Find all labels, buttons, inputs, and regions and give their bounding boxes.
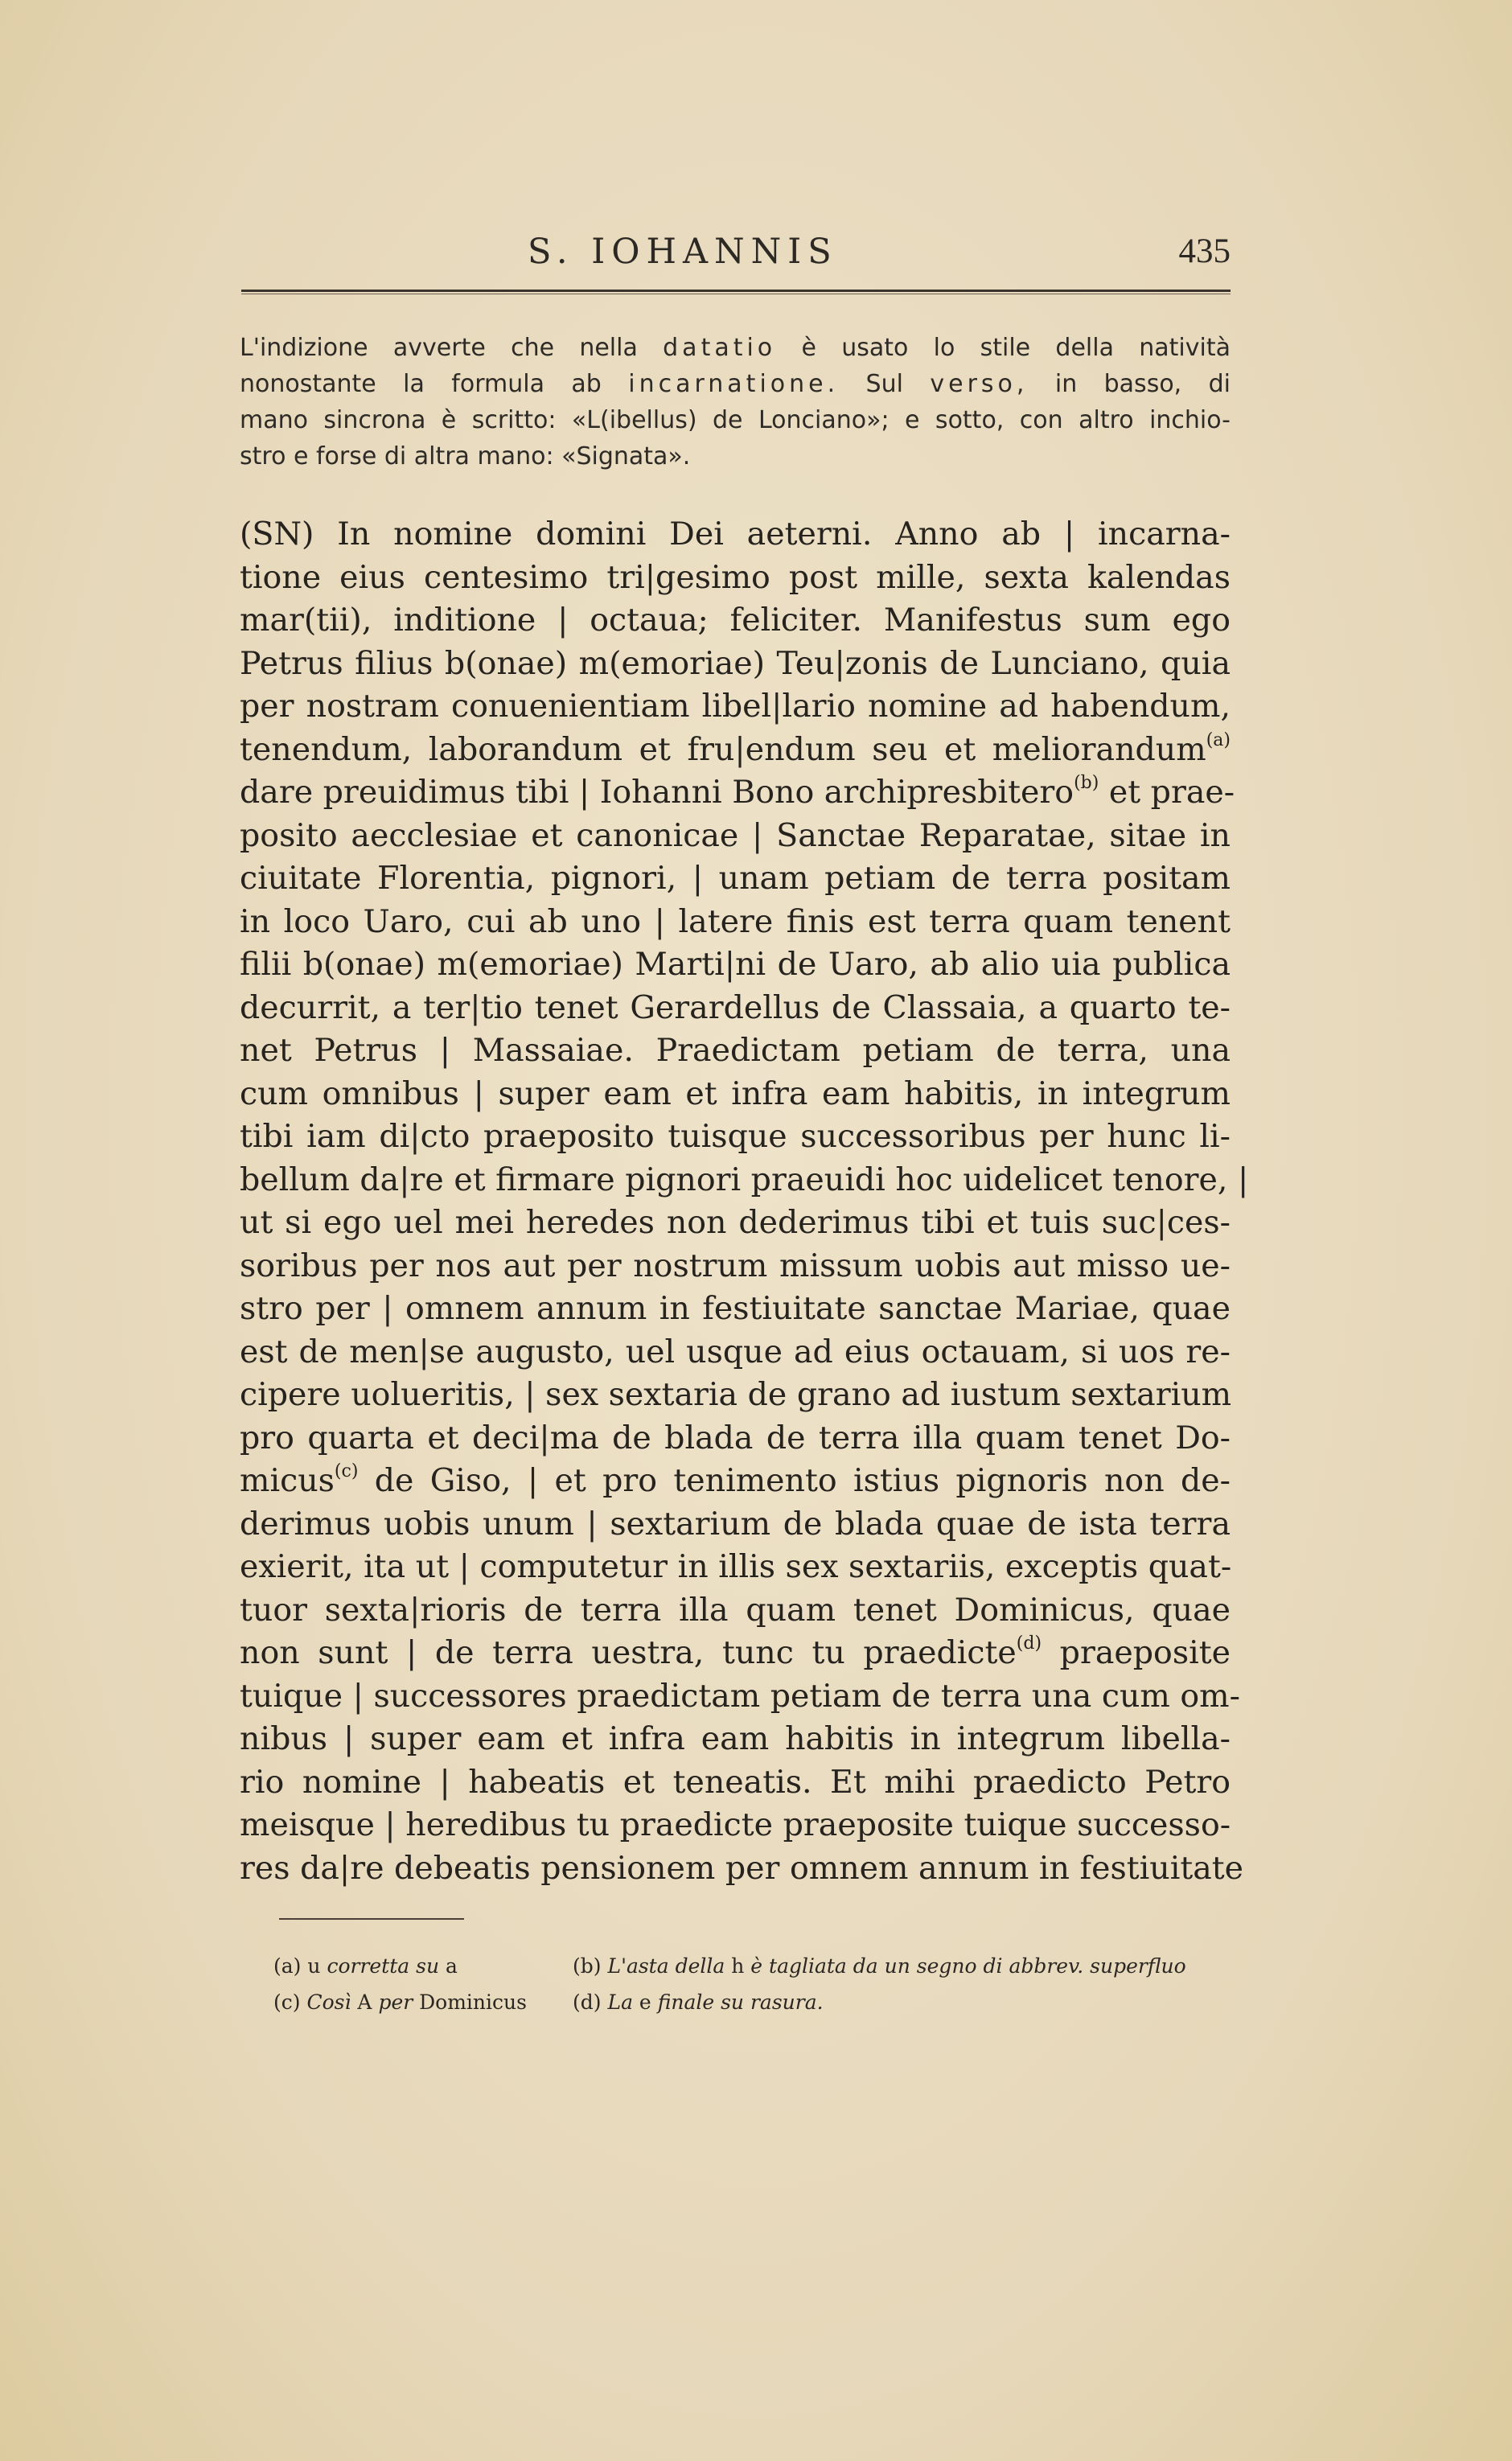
text-line: ut si ego uel mei heredes non dederimus tibi et tuis suc|ces- [240, 1204, 1231, 1241]
text-line: (SN) In nomine domini Dei aeterni. Anno ab | incarna- [240, 516, 1231, 553]
text-line: derimus uobis unum | sextarium de blada quae de ista terra [240, 1505, 1231, 1543]
text-line: dare preuidimus tibi | Iohanni Bono archipresbitero$^{(b)}$ et prae- [240, 773, 1235, 811]
footnote-b: (b) L'asta della h è tagliata da un segno di abbrev. superfluo [573, 1954, 1186, 1978]
footnote-d: (d) La e finale su rasura. [573, 1991, 824, 2014]
text-line: stro per | omnem annum in festiuitate sanctae Mariae, quae [240, 1290, 1231, 1327]
page-number: 435 [1178, 232, 1231, 270]
footnote-marker-d: (d) [1016, 1633, 1042, 1654]
header-rule [241, 290, 1231, 292]
text-line: posito aecclesiae et canonicae | Sanctae Reparatae, sitae in [240, 816, 1231, 854]
text-line: ciuitate Florentia, pignori, | unam petiam de terra positam [240, 860, 1231, 897]
note-line: nonostante la formula ab incarnatione. Sul verso, in basso, di [240, 370, 1231, 398]
editorial-note [240, 330, 1231, 475]
text-line: net Petrus | Massaiae. Praedictam petiam de terra, una [240, 1032, 1231, 1069]
footnotes [273, 1948, 1231, 2020]
footnote-marker-c: (c) [334, 1461, 359, 1481]
note-line: mano sincrona è scritto: «L(ibellus) de Lonciano»; e sotto, con altro inchio- [240, 406, 1231, 434]
footnote-row [273, 1948, 1231, 1984]
text-line: tuique | successores praedictam petiam de terra una cum om- [240, 1677, 1240, 1715]
text-line: Petrus filius b(onae) m(emoriae) Teu|zonis de Lunciano, quia [240, 644, 1231, 682]
text-line: meisque | heredibus tu praedicte praeposite tuique successo- [240, 1806, 1231, 1843]
running-head-title: S. IOHANNIS [528, 232, 838, 272]
footnote-marker-a: (a) [1206, 729, 1231, 750]
footnote-row [273, 1984, 1231, 2020]
text-line: exierit, ita ut | computetur in illis sex sextariis, exceptis quat- [240, 1548, 1232, 1585]
book-page [233, 0, 1249, 2461]
running-head [233, 232, 1231, 288]
charter-text [240, 513, 1249, 1890]
text-line: micus$^{(c)}$ de Giso, | et pro tenimento istius pignoris non de- [240, 1461, 1231, 1499]
footnote-a: (a) u corretta su a [273, 1954, 458, 1978]
text-line: nibus | super eam et infra eam habitis in integrum libella- [240, 1720, 1231, 1757]
text-line: pro quarta et deci|ma de blada de terra illa quam tenet Do- [240, 1419, 1231, 1456]
text-line: mar(tii), inditione | octaua; feliciter. Manifestus sum ego [240, 602, 1231, 639]
text-line: tenendum, laborandum et fru|endum seu et meliorandum$^{(a)}$ [240, 729, 1231, 768]
text-line: decurrit, a ter|tio tenet Gerardellus de Classaia, a quarto te- [240, 988, 1231, 1026]
text-line: rio nomine | habeatis et teneatis. Et mihi praedicto Petro [240, 1763, 1231, 1801]
note-line: L'indizione avverte che nella datatio è usato lo stile della natività [240, 334, 1231, 362]
footnote-marker-b: (b) [1074, 773, 1099, 793]
text-line: cipere uolueritis, | sex sextaria de grano ad iustum sextarium [240, 1376, 1232, 1413]
text-line: est de men|se augusto, uel usque ad eius octauam, si uos re- [240, 1333, 1231, 1370]
footnote-c: (c) Così A per Dominicus [273, 1991, 527, 2014]
text-line: bellum da|re et firmare pignori praeuidi hoc uidelicet tenore, | [240, 1161, 1249, 1198]
text-line: cum omnibus | super eam et infra eam habitis, in integrum [240, 1074, 1231, 1112]
text-line: non sunt | de terra uestra, tunc tu praedicte$^{(d)}$ praeposite [240, 1633, 1231, 1671]
text-line: filii b(onae) m(emoriae) Marti|ni de Uaro, ab alio uia publica [240, 946, 1231, 983]
text-line: tuor sexta|rioris de terra illa quam tenet Dominicus, quae [240, 1591, 1231, 1629]
text-line: soribus per nos aut per nostrum missum uobis aut misso ue- [240, 1247, 1231, 1284]
footnote-rule [279, 1918, 464, 1920]
text-line: res da|re debeatis pensionem per omnem annum in festiuitate [240, 1849, 1244, 1887]
text-line: per nostram conuenientiam libel|lario nomine ad habendum, [240, 688, 1231, 725]
text-line: tione eius centesimo tri|gesimo post mille, sexta kalendas [240, 558, 1231, 596]
text-line: tibi iam di|cto praeposito tuisque successoribus per hunc li- [240, 1118, 1231, 1155]
note-line: stro e forse di altra mano: «Signata». [240, 442, 691, 470]
text-line: in loco Uaro, cui ab uno | latere finis est terra quam tenent [240, 902, 1231, 940]
